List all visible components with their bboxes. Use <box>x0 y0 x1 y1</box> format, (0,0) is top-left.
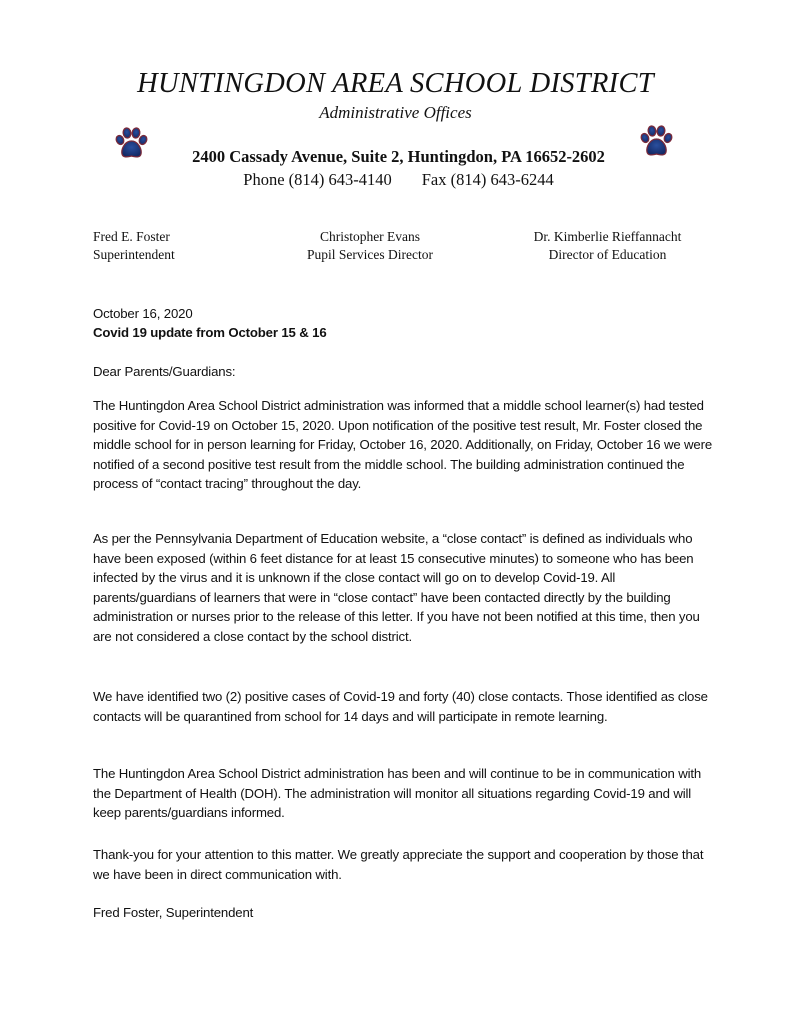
staff-role: Superintendent <box>93 247 175 262</box>
paragraph-text: We have identified two (2) positive cases of Covid-19 and forty (40) close contacts. Those identified as close contacts will be quarantined from school for 14 days and will participate in remote learning. <box>93 689 708 724</box>
fax-number: Fax (814) 643-6244 <box>421 170 554 189</box>
staff-superintendent <box>93 228 175 264</box>
paragraph-text: The Huntingdon Area School District administration was informed that a middle school learner(s) had tested positive for Covid-19 on October 15, 2020. Upon notification of the positive test result, Mr. Foster closed the middle school for in person learning for Friday, October 16, 2020. Additionally, on Friday, October 16 we were notified of a second positive test result from the middle school. The building administration continued the process of “contact tracing” throughout the day. <box>93 398 713 492</box>
paragraph-text: The Huntingdon Area School District administration has been and will continue to be in communication with the Department of Health (DOH). The administration will monitor all situations regarding Covid-19 and will keep parents/guardians informed. <box>93 766 702 821</box>
letter-paragraph <box>93 396 713 494</box>
staff-role: Pupil Services Director <box>307 247 433 262</box>
administrative-offices-subheading: Administrative Offices <box>319 103 472 122</box>
letter-paragraph <box>93 845 713 884</box>
district-name-heading: HUNTINGDON AREA SCHOOL DISTRICT <box>137 68 654 99</box>
letter-salutation: Dear Parents/Guardians: <box>93 364 236 379</box>
letter-date: October 16, 2020 <box>93 306 193 321</box>
district-address: 2400 Cassady Avenue, Suite 2, Huntingdon, PA 16652-2602 <box>192 147 605 166</box>
letter-subject: Covid 19 update from October 15 & 16 <box>93 325 327 340</box>
letter-paragraph <box>93 764 713 823</box>
letter-signature: Fred Foster, Superintendent <box>93 905 254 920</box>
staff-name: Christopher Evans <box>319 229 421 244</box>
paragraph-text: Thank-you for your attention to this matter. We greatly appreciate the support and cooperation by those that we have been in direct communication with. <box>93 847 704 882</box>
phone-number: Phone (814) 643-4140 <box>243 170 392 189</box>
letter-paragraph <box>93 529 713 647</box>
letter-paragraph <box>93 687 713 726</box>
paragraph-text: As per the Pennsylvania Department of Education website, a “close contact” is defined as individuals who have been exposed (within 6 feet distance for at least 15 consecutive minutes) to someone who has been infected by the virus and it is unknown if the close contact will go on to develop Covid-19. All parents/guardians of learners that were in “close contact” have been contacted directly by the building administration or nurses prior to the release of this letter. If you have not been notified at this time, then you are not considered a close contact by the school district. <box>93 531 700 644</box>
staff-role: Director of Education <box>548 247 667 262</box>
staff-director-of-education <box>500 228 715 264</box>
contact-numbers <box>0 169 791 191</box>
staff-pupil-services-director <box>270 228 470 264</box>
staff-name: Fred E. Foster <box>93 229 170 244</box>
staff-name: Dr. Kimberlie Rieffannacht <box>533 229 682 244</box>
